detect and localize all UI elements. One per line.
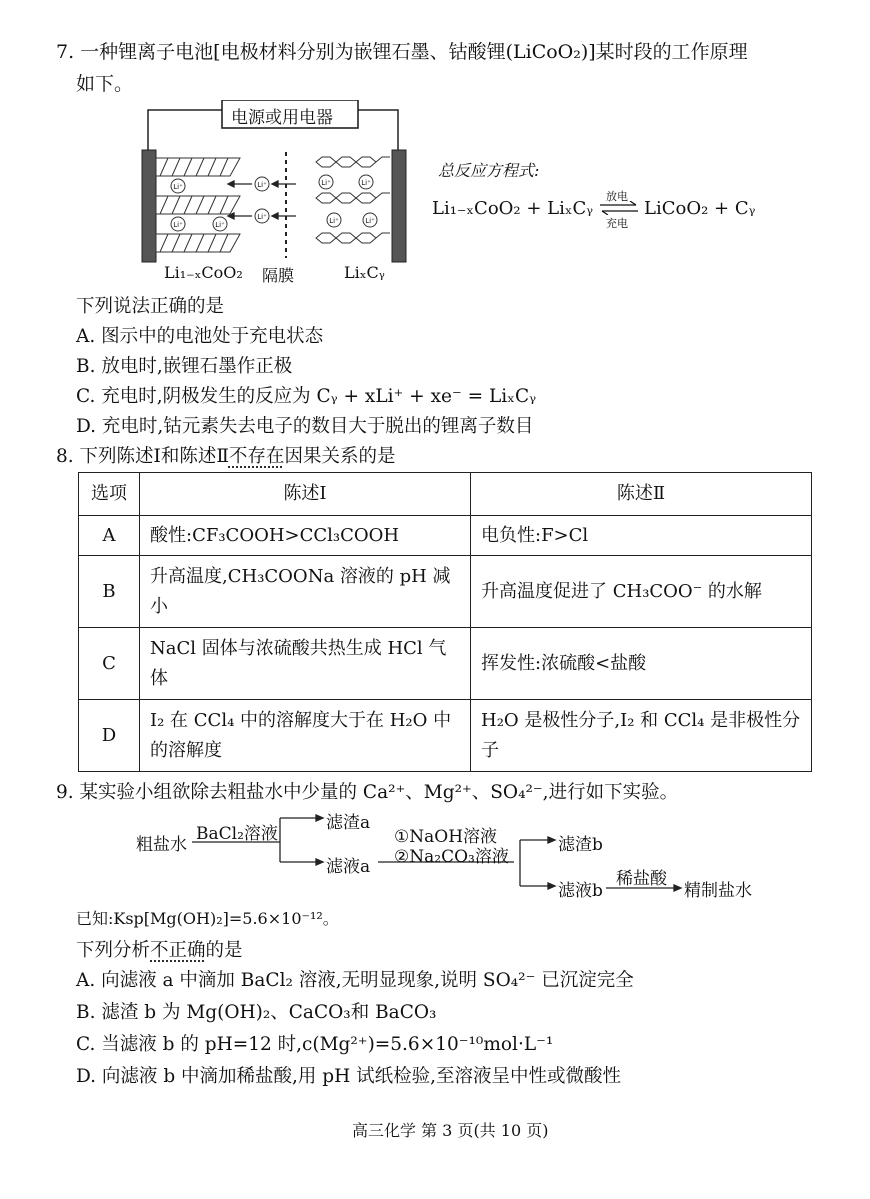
flow-reagent2a: ①NaOH溶液 <box>394 827 498 847</box>
q9-prompt-pre: 下列分析 <box>76 940 151 961</box>
svg-text:Li⁺: Li⁺ <box>361 179 371 187</box>
table-cell-statement1: I₂ 在 CCl₄ 中的溶解度大于在 H₂O 中的溶解度 <box>140 700 471 772</box>
q9-option-d[interactable]: D. 向滤液 b 中滴加稀盐酸,用 pH 试纸检验,至溶液呈中性或微酸性 <box>76 1066 622 1087</box>
q9-option-a[interactable]: A. 向滤液 a 中滴加 BaCl₂ 溶液,无明显现象,说明 SO₄²⁻ 已沉淀完全 <box>76 970 634 991</box>
flow-product: 精制盐水 <box>684 881 752 901</box>
q8-stem <box>56 442 395 468</box>
flow-filtrate-b: 滤液b <box>558 881 603 901</box>
q8-stem-emphasis: 不存在 <box>228 446 285 467</box>
flow-filtrate-a: 滤液a <box>326 857 371 877</box>
q7-stem-line2: 如下。 <box>76 73 134 95</box>
page-footer: 高三化学 第 3 页(共 10 页) <box>352 1121 549 1140</box>
svg-text:Li⁺: Li⁺ <box>257 181 267 189</box>
diagram-box-label: 电源或用电器 <box>231 108 333 128</box>
table-cell-option: D <box>79 700 140 772</box>
arrow-top-label: 放电 <box>606 190 628 203</box>
diagram-mid-label: 隔膜 <box>262 266 295 285</box>
equation-title: 总反应方程式: <box>438 161 540 180</box>
flow-reagent2b: ②Na₂CO₃溶液 <box>394 847 509 867</box>
table-header: 陈述Ⅱ <box>471 473 812 516</box>
flow-residue-a: 滤渣a <box>326 813 371 833</box>
table-cell-statement1: 升高温度,CH₃COONa 溶液的 pH 减小 <box>140 556 471 628</box>
equation-right: LiCoO₂ + Cᵧ <box>644 198 756 219</box>
q9-known: 已知:Ksp[Mg(OH)₂]=5.6×10⁻¹²。 <box>76 909 339 928</box>
q7-option-c[interactable]: C. 充电时,阴极发生的反应为 Cᵧ + xLi⁺ + xe⁻ = LiₓCᵧ <box>76 386 537 407</box>
q7-option-d[interactable]: D. 充电时,钴元素失去电子的数目大于脱出的锂离子数目 <box>76 416 534 437</box>
table-cell-option: A <box>79 516 140 556</box>
flow-reagent3: 稀盐酸 <box>616 869 667 889</box>
svg-text:Li⁺: Li⁺ <box>215 221 225 229</box>
q7-option-b[interactable]: B. 放电时,嵌锂石墨作正极 <box>76 356 293 377</box>
q7-prompt: 下列说法正确的是 <box>76 296 225 317</box>
q8-stem-pre: 8. 下列陈述Ⅰ和陈述Ⅱ <box>56 446 229 467</box>
q8-stem-post: 因果关系的是 <box>284 446 396 467</box>
q7-option-a[interactable]: A. 图示中的电池处于充电状态 <box>76 326 324 347</box>
flow-reagent1: BaCl₂溶液 <box>196 824 278 844</box>
table-cell-option: C <box>79 628 140 700</box>
table-cell-statement2: 电负性:F>Cl <box>471 516 812 556</box>
equilibrium-arrow-icon <box>598 201 640 215</box>
svg-text:Li⁺: Li⁺ <box>329 217 339 225</box>
q9-prompt <box>76 936 243 962</box>
svg-text:Li⁺: Li⁺ <box>173 221 183 229</box>
q9-prompt-emphasis: 不正确 <box>150 940 206 961</box>
equation-left: Li₁₋ₓCoO₂ + LiₓCᵧ <box>432 198 594 219</box>
comparison-table <box>78 472 812 772</box>
q9-option-c[interactable]: C. 当滤液 b 的 pH=12 时,c(Mg²⁺)=5.6×10⁻¹⁰mol·L⁻¹ <box>76 1034 554 1055</box>
svg-text:Li⁺: Li⁺ <box>257 213 267 221</box>
table-cell-statement1: 酸性:CF₃COOH>CCl₃COOH <box>140 516 471 556</box>
table-cell-statement2: 升高温度促进了 CH₃COO⁻ 的水解 <box>471 556 812 628</box>
flow-start: 粗盐水 <box>136 835 187 855</box>
table-header: 选项 <box>79 473 140 516</box>
q9-prompt-post: 的是 <box>205 940 243 961</box>
svg-text:Li⁺: Li⁺ <box>173 183 183 191</box>
svg-text:Li⁺: Li⁺ <box>365 217 375 225</box>
diagram-left-label: Li₁₋ₓCoO₂ <box>164 263 243 282</box>
table-row <box>79 700 812 772</box>
q9-option-b[interactable]: B. 滤渣 b 为 Mg(OH)₂、CaCO₃和 BaCO₃ <box>76 1002 437 1023</box>
diagram-right-label: LiₓCᵧ <box>344 263 385 282</box>
table-row <box>79 516 812 556</box>
svg-text:Li⁺: Li⁺ <box>321 179 331 187</box>
table-cell-option: B <box>79 556 140 628</box>
q7-stem-line1: 7. 一种锂离子电池[电极材料分别为嵌锂石墨、钴酸锂(LiCoO₂)]某时段的工作原理 <box>56 41 748 63</box>
table-header: 陈述Ⅰ <box>140 473 471 516</box>
table-cell-statement2: H₂O 是极性分子,I₂ 和 CCl₄ 是非极性分子 <box>471 700 812 772</box>
table-row <box>79 556 812 628</box>
q9-stem: 9. 某实验小组欲除去粗盐水中少量的 Ca²⁺、Mg²⁺、SO₄²⁻,进行如下实验。 <box>56 782 679 803</box>
arrow-bottom-label: 充电 <box>606 217 628 230</box>
table-cell-statement2: 挥发性:浓硫酸<盐酸 <box>471 628 812 700</box>
table-header-row <box>79 473 812 516</box>
table-cell-statement1: NaCl 固体与浓硫酸共热生成 HCl 气体 <box>140 628 471 700</box>
flow-residue-b: 滤渣b <box>558 835 603 855</box>
table-row <box>79 628 812 700</box>
